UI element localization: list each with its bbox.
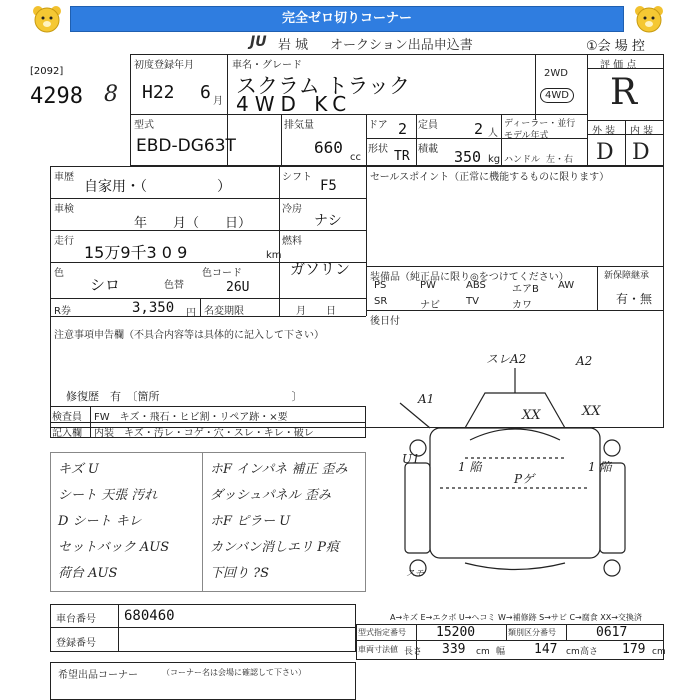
equipment-item: エアB — [512, 284, 539, 295]
fuel-value: ガソリン — [290, 260, 351, 278]
ac-value: ナシ — [314, 213, 342, 229]
car-name-label: 車名・グレード — [232, 60, 302, 71]
remark-line: キズ U — [58, 462, 99, 477]
remark-line: カンバン消しエリ P痕 — [210, 540, 339, 555]
equipment-item: カワ — [512, 300, 532, 311]
registration-month-unit: 月 — [213, 96, 223, 107]
type-number-label: 型式指定番号 — [358, 628, 406, 637]
fuel-label: 燃料 — [282, 236, 302, 247]
car-name: スクラム トラック — [236, 74, 411, 98]
length-unit: cm — [476, 647, 490, 657]
car-damage-diagram — [370, 348, 660, 588]
width-label: 幅 — [496, 647, 506, 657]
mark-center: Pゲ — [514, 472, 535, 486]
mark-xx-1: XX — [522, 408, 541, 423]
inspector-row-2: 内装 キズ・汚レ・コゲ・穴・スレ・キレ・破レ — [94, 428, 314, 439]
registration-era: H22 — [142, 82, 175, 103]
inspection-value: 年 月（ 日） — [134, 216, 252, 231]
equipment-item: PS — [374, 280, 387, 291]
bear-icon-right — [632, 4, 666, 34]
handle-label: ハンドル — [504, 155, 541, 165]
mark-left: 1 陥 — [458, 460, 482, 474]
chassis-value: 680460 — [124, 608, 175, 624]
drive-2wd: 2WD — [544, 68, 568, 79]
bear-icon-left — [30, 4, 64, 34]
new-warranty-value: 有・無 — [616, 292, 653, 306]
inspector-label-1: 検査員 — [52, 412, 82, 423]
mark-xx-2: XX — [582, 404, 601, 419]
request-corner-note: （コーナー名は会場に確認して下さい） — [162, 668, 306, 677]
shape-label: 形状 — [368, 144, 388, 155]
inspector-row-1: FW キズ・飛石・ヒビ割・リペア跡・×要 — [94, 412, 288, 423]
height-value: 179 — [622, 642, 646, 657]
auction-sub: 岩 城 — [278, 38, 309, 53]
equipment-item: TV — [466, 296, 479, 307]
repair-history: 修復歴 有 〔箇所 〕 — [66, 390, 303, 403]
lot-suffix: 8 — [104, 82, 118, 107]
chassis-label: 車台番号 — [56, 614, 96, 625]
lot-code: [2092] — [30, 66, 64, 77]
lot-number: 4298 — [30, 84, 83, 109]
score-value: R — [610, 72, 638, 113]
remark-line: ホF インパネ 補正 歪み — [210, 462, 348, 477]
form-title: オークション出品申込書 — [330, 38, 473, 53]
color-code-value: 26U — [226, 280, 250, 295]
auction-logo: JU — [250, 34, 267, 50]
remark-line: シート 天張 汚れ — [58, 488, 158, 503]
exterior-value: D — [596, 140, 614, 165]
ownership-label: 名変期限 — [204, 306, 244, 317]
usage-label: 車歴 — [54, 172, 74, 183]
equipment-item: PW — [420, 280, 436, 291]
mark-a2-top: A2 — [576, 354, 593, 368]
drive-4wd: 4WD — [540, 88, 574, 103]
car-grade: 4WD KC — [236, 92, 353, 116]
color-code-label: 色コード — [202, 268, 242, 279]
postfit-label: 後日付 — [370, 316, 400, 327]
mark-bottom: スモ — [406, 569, 425, 579]
displacement-value: 660 — [314, 138, 343, 157]
load-label: 積載 — [418, 144, 438, 155]
auction-sheet — [50, 48, 664, 700]
equipment-item: SR — [374, 296, 388, 307]
displacement-label: 排気量 — [284, 120, 314, 131]
color-number-label: 色替 — [164, 280, 184, 291]
type-number-value: 15200 — [436, 625, 476, 640]
mileage-label: 走行 — [54, 236, 74, 247]
equipment-label: 装備品（純正品に限り◎をつけてください） — [370, 272, 569, 283]
model-value: EBD-DG63T — [136, 136, 236, 156]
interior-value: D — [632, 140, 650, 165]
color-value: シロ — [90, 276, 121, 294]
mileage-value: 15万9千3 0 9 — [84, 243, 188, 262]
capacity-unit: 人 — [488, 128, 498, 139]
height-unit: cm — [652, 647, 666, 657]
shift-label: シフト — [282, 172, 312, 183]
venue-copy: ①会 場 控 — [586, 39, 645, 54]
shift-value: F5 — [320, 178, 337, 194]
damage-legend: A→キズ E→エクボ U→ヘコミ W→補修跡 S→サビ C→腐食 XX→交換済 — [390, 613, 642, 622]
model-year-label: モデル年式 — [504, 131, 549, 141]
remark-line: D シート キレ — [58, 514, 142, 529]
length-label: 長さ — [404, 647, 423, 657]
recycle-value: 3,350 — [132, 300, 175, 316]
dealer-label: ディーラー・並行 — [504, 119, 576, 129]
mark-a1-top: スレA2 — [486, 352, 527, 366]
exterior-label: 外 装 — [592, 126, 616, 137]
interior-label: 内 装 — [630, 126, 654, 137]
color-label: 色 — [54, 268, 64, 279]
model-label: 型式 — [134, 120, 154, 131]
load-unit: kg — [488, 154, 501, 165]
notes-label: 注意事項申告欄（不具合内容等は具体的に記入して下さい） — [54, 330, 324, 341]
mark-right: 1 陥 — [588, 460, 612, 474]
corner-banner: 完全ゼロ切りコーナー — [70, 6, 624, 32]
recycle-unit: 円 — [186, 308, 196, 319]
inspection-label: 車検 — [54, 204, 74, 215]
capacity-value: 2 — [474, 120, 484, 138]
capacity-label: 定員 — [418, 120, 438, 131]
equipment-item: AW — [558, 280, 575, 291]
width-value: 147 — [534, 642, 558, 657]
doors-value: 2 — [398, 120, 408, 138]
new-warranty-label: 新保障継承 — [604, 271, 650, 281]
remark-line: ダッシュパネル 歪み — [210, 488, 331, 503]
class-number-value: 0617 — [596, 625, 628, 640]
recycle-label: R券 — [54, 306, 71, 317]
remark-line: 荷台 AUS — [58, 566, 118, 581]
load-value: 350 — [454, 148, 482, 166]
height-label: 高さ — [580, 647, 599, 657]
ownership-value: 月 日 — [296, 306, 336, 317]
remark-line: 下回り ?S — [210, 566, 270, 581]
dimension-label: 車両寸法値 — [358, 645, 398, 654]
remark-line: ホF ピラー U — [210, 514, 291, 529]
usage-value: 自家用・（ ） — [84, 179, 231, 195]
equipment-item: ABS — [466, 280, 486, 291]
remark-line: セットバック AUS — [58, 540, 170, 555]
equipment-item: ナビ — [420, 300, 440, 311]
width-unit: cm — [566, 647, 580, 657]
doors-label: ドア — [368, 120, 388, 131]
length-value: 339 — [442, 642, 466, 657]
mileage-unit: km — [266, 250, 282, 261]
registration-month: 6 — [200, 82, 211, 103]
displacement-unit: cc — [350, 152, 361, 163]
inspector-label-2: 記入欄 — [52, 428, 82, 439]
registration-label: 初度登録年月 — [134, 60, 194, 71]
class-number-label: 類別区分番号 — [508, 628, 556, 637]
mark-u1-left: U1 — [402, 452, 420, 466]
shape-value: TR — [394, 149, 410, 164]
mark-a1-left: A1 — [418, 392, 435, 406]
reg-number-label: 登録番号 — [56, 638, 96, 649]
score-label: 評 価 点 — [600, 60, 637, 71]
handle-value: 左・右 — [546, 155, 574, 165]
request-corner-label: 希望出品コーナー — [58, 670, 138, 681]
sales-point-label: セールスポイント（正常に機能するものに限ります） — [370, 172, 610, 183]
ac-label: 冷房 — [282, 204, 302, 215]
